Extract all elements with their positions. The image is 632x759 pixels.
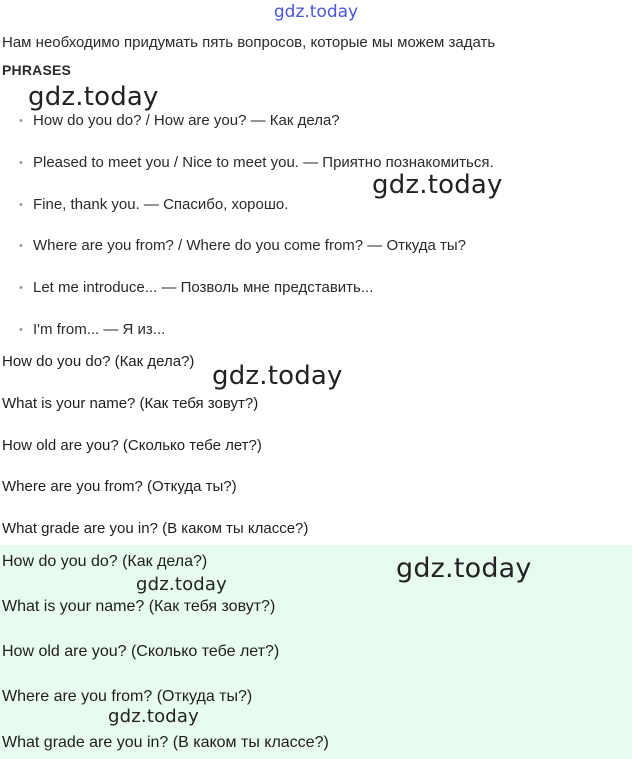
question-line: How old are you? (Сколько тебе лет?) (2, 437, 262, 454)
phrase-text: Pleased to meet you / Nice to meet you. — Приятно познакомиться. (33, 154, 494, 171)
phrase-text: How do you do? / How are you? — Как дела? (33, 112, 340, 129)
bullet-icon: • (19, 282, 23, 294)
phrase-item (19, 154, 494, 171)
answer-line: What grade are you in? (В каком ты классе?) (2, 734, 329, 751)
task-intro: Нам необходимо придумать пять вопросов, которые мы можем задать (2, 34, 496, 51)
question-line: Where are you from? (Откуда ты?) (2, 478, 237, 495)
bullet-icon: • (19, 199, 23, 211)
watermark: gdz.today (212, 361, 343, 391)
phrase-text: Let me introduce... — Позволь мне представить... (33, 279, 374, 296)
phrase-text: I'm from... — Я из... (33, 321, 166, 338)
question-line: What grade are you in? (В каком ты классе?) (2, 520, 309, 537)
bullet-icon: • (19, 240, 23, 252)
phrase-item (19, 279, 374, 296)
phrases-heading: PHRASES (2, 62, 72, 78)
site-logo[interactable]: gdz.today (273, 2, 359, 22)
answer-line: How do you do? (Как дела?) (2, 553, 208, 570)
answer-line: Where are you from? (Откуда ты?) (2, 688, 253, 705)
phrase-item (19, 237, 466, 254)
answer-line: How old are you? (Сколько тебе лет?) (2, 643, 280, 660)
question-line: How do you do? (Как дела?) (2, 353, 195, 370)
watermark: gdz.today (108, 706, 200, 727)
phrase-text: Where are you from? / Where do you come from? — Откуда ты? (33, 237, 466, 254)
bullet-icon: • (19, 324, 23, 336)
bullet-icon: • (19, 115, 23, 127)
watermark: gdz.today (28, 82, 159, 112)
phrase-item (19, 196, 289, 213)
watermark: gdz.today (372, 170, 503, 200)
phrase-text: Fine, thank you. — Спасибо, хорошо. (33, 196, 289, 213)
phrase-item (19, 321, 166, 338)
watermark: gdz.today (136, 574, 228, 595)
question-line: What is your name? (Как тебя зовут?) (2, 395, 259, 412)
answer-line: What is your name? (Как тебя зовут?) (2, 598, 276, 615)
bullet-icon: • (19, 157, 23, 169)
phrase-item (19, 112, 340, 129)
watermark: gdz.today (396, 553, 532, 584)
